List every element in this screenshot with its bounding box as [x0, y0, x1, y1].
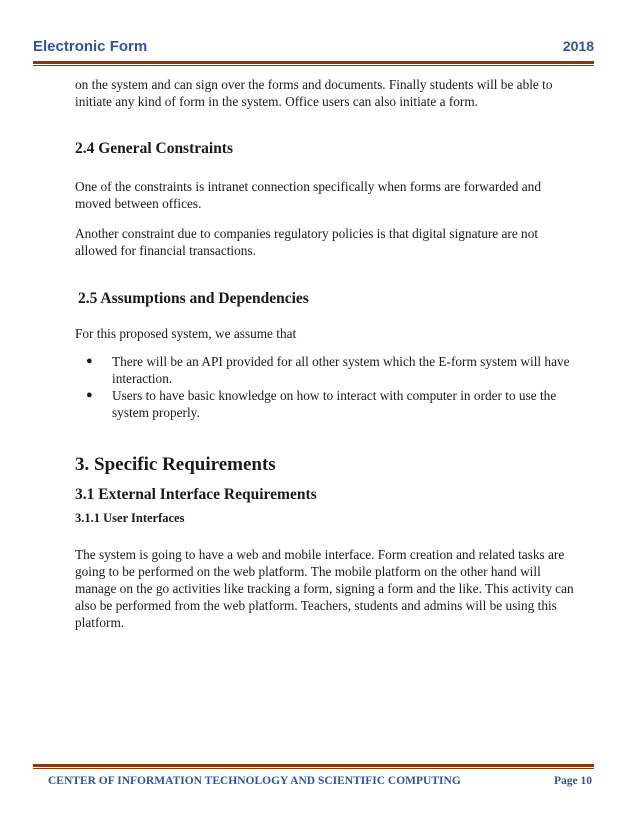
page-number: Page 10: [553, 775, 592, 787]
section-heading-3-1-1: 3.1.1 User Interfaces: [75, 511, 185, 525]
assumption-intro: For this proposed system, we assume that: [75, 326, 297, 341]
assumption-list: [75, 353, 583, 421]
bullet-dot-icon: ●: [86, 389, 93, 401]
intro-paragraph: on the system and can sign over the forms and documents. Finally students will be able to initiate any kind of form in the system. Office users can also initiate a form.: [75, 77, 553, 109]
section-heading-3: 3. Specific Requirements: [75, 454, 276, 475]
section-heading-3-1: 3.1 External Interface Requirements: [75, 486, 317, 503]
bullet-dot-icon: ●: [86, 355, 93, 367]
header-divider: [33, 61, 594, 66]
document-title: Electronic Form: [33, 38, 148, 55]
page-body: [75, 76, 583, 631]
constraint-paragraph-1: One of the constraints is intranet connection specifically when forms are forwarded and moved between offices.: [75, 179, 541, 211]
document-year: 2018: [562, 38, 594, 54]
constraint-paragraph-2: Another constraint due to companies regulatory policies is that digital signature are not allowed for financial transactions.: [75, 226, 539, 258]
section-heading-2-4: 2.4 General Constraints: [75, 140, 234, 157]
list-item-text: Users to have basic knowledge on how to interact with computer in order to use the system properly.: [112, 388, 557, 420]
footer-divider: [33, 764, 594, 769]
footer-organization: CENTER OF INFORMATION TECHNOLOGY AND SCIENTIFIC COMPUTING: [48, 775, 461, 787]
list-item: [75, 353, 583, 387]
list-item: [75, 387, 575, 421]
page-footer: [33, 775, 594, 793]
list-item-text: There will be an API provided for all other system which the E-form system will have interaction.: [112, 354, 583, 386]
section-heading-2-5: 2.5 Assumptions and Dependencies: [78, 290, 309, 307]
page-header: [33, 38, 594, 58]
user-interfaces-paragraph: The system is going to have a web and mobile interface. Form creation and related tasks are going to be performed on the web platform. The mobile platform on the other hand will manage on the go activities like tracking a form, signing a form and the like. This activity can also be performed from the web platform. Teachers, students and admins will be using this platform.: [75, 547, 574, 630]
